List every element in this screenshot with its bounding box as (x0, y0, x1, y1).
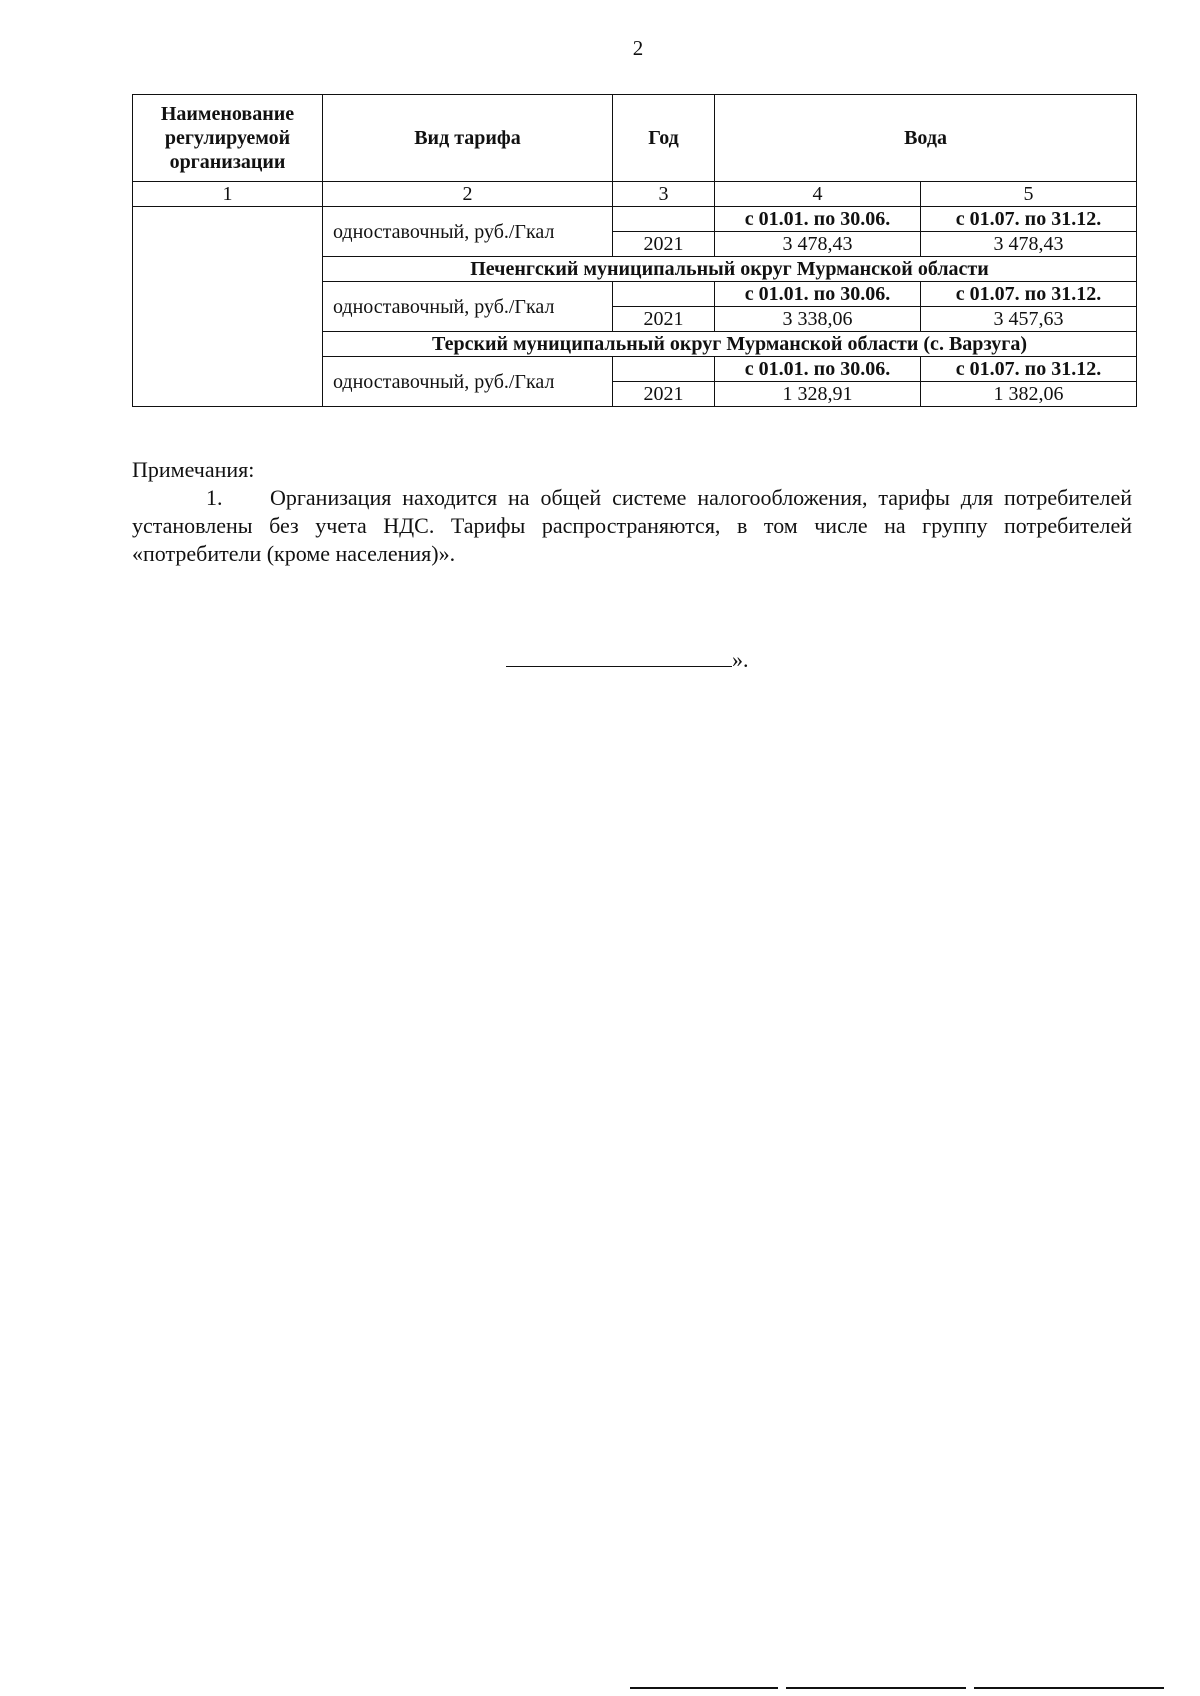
footer-rule (974, 1687, 1164, 1689)
notes-section (132, 456, 1132, 568)
tariff-type-cell: одноставочный, руб./Гкал (323, 207, 613, 257)
note-text: Организация находится на общей системе налогообложения, тарифы для потребителей установлены без учета НДС. Тарифы распространяются, в том числе на группу потребителей «потребители (кроме населения)». (132, 485, 1132, 566)
note-item (132, 484, 1132, 568)
period-2-cell: с 01.07. по 31.12. (921, 357, 1137, 382)
column-number: 3 (613, 182, 715, 207)
column-number: 2 (323, 182, 613, 207)
value-2-cell: 3 457,63 (921, 307, 1137, 332)
period-1-cell: с 01.01. по 30.06. (715, 357, 921, 382)
value-1-cell: 3 478,43 (715, 232, 921, 257)
signature-underline (506, 646, 732, 667)
empty-year-cell (613, 282, 715, 307)
year-cell: 2021 (613, 382, 715, 407)
year-cell: 2021 (613, 307, 715, 332)
empty-year-cell (613, 207, 715, 232)
value-2-cell: 3 478,43 (921, 232, 1137, 257)
district-name: Печенгский муниципальный округ Мурманской области (323, 257, 1137, 282)
year-cell: 2021 (613, 232, 715, 257)
closing-line (506, 646, 749, 673)
org-name-cell (133, 207, 323, 407)
value-2-cell: 1 382,06 (921, 382, 1137, 407)
value-1-cell: 1 328,91 (715, 382, 921, 407)
tariff-table (132, 94, 1137, 407)
table-header-row (133, 95, 1137, 182)
tariff-type-cell: одноставочный, руб./Гкал (323, 282, 613, 332)
period-2-cell: с 01.07. по 31.12. (921, 207, 1137, 232)
column-number-row (133, 182, 1137, 207)
footer-rule (786, 1687, 966, 1689)
footer-rule-lines (630, 1687, 1170, 1689)
column-number: 1 (133, 182, 323, 207)
closing-mark: ». (732, 647, 749, 672)
table-row (133, 207, 1137, 232)
column-number: 5 (921, 182, 1137, 207)
value-1-cell: 3 338,06 (715, 307, 921, 332)
header-org: Наименование регулируемой организации (133, 95, 323, 182)
column-number: 4 (715, 182, 921, 207)
period-2-cell: с 01.07. по 31.12. (921, 282, 1137, 307)
empty-year-cell (613, 357, 715, 382)
note-number: 1. (206, 485, 223, 510)
footer-rule (630, 1687, 778, 1689)
period-1-cell: с 01.01. по 30.06. (715, 282, 921, 307)
district-name: Терский муниципальный округ Мурманской области (с. Варзуга) (323, 332, 1137, 357)
period-1-cell: с 01.01. по 30.06. (715, 207, 921, 232)
header-water: Вода (715, 95, 1137, 182)
notes-title: Примечания: (132, 457, 255, 482)
tariff-type-cell: одноставочный, руб./Гкал (323, 357, 613, 407)
page-number: 2 (632, 36, 644, 60)
header-year: Год (613, 95, 715, 182)
header-tariff-type: Вид тарифа (323, 95, 613, 182)
